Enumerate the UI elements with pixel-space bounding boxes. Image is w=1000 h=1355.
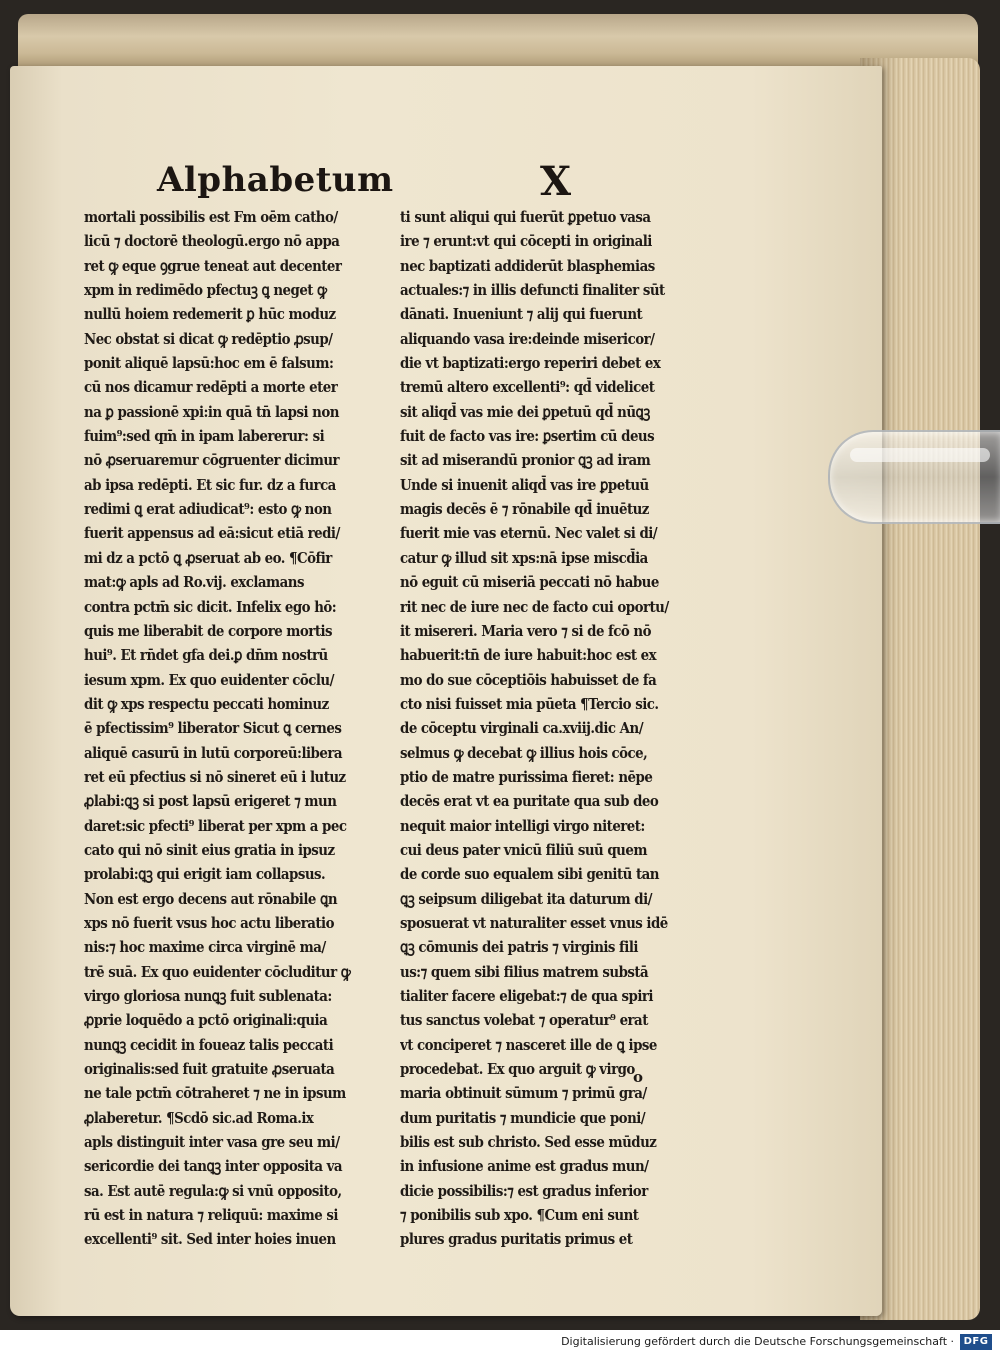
text-line: plures gradus puritatis primus et: [400, 1230, 633, 1249]
text-line: ab ipsa redēpti. Et sic fur. dz a furca: [84, 475, 336, 494]
text-line: xps nō fuerit vsus hoc actu liberatio: [84, 913, 334, 932]
text-line: nullū hoiem redemerit ꝑ hūc moduz: [84, 305, 336, 324]
text-line: fuerit mie vas eternū. Nec valet si di/: [400, 524, 658, 543]
text-line: nis:⁊ hoc maxime circa virginē ma/: [84, 938, 326, 957]
text-line: ret eū pfectius si nō sineret eū i lutuz: [84, 767, 346, 786]
text-line: fuerit appensus ad eā:sicut etiā redi/: [84, 524, 340, 543]
text-line: sit aliqd̄ vas mie dei ꝑpetuū qd̄ nūꝗꝫ: [400, 402, 650, 421]
text-line: tus sanctus volebat ⁊ operatur⁹ erat: [400, 1011, 648, 1030]
left-text-column: [84, 205, 384, 1252]
text-line: cū nos dicamur redēpti a morte eter: [84, 378, 338, 397]
glass-page-weight: [828, 430, 1000, 524]
text-line: rū est in natura ⁊ reliquū: maxime si: [84, 1206, 338, 1225]
text-line: mo do sue cōceptiōis habuisset de fa: [400, 670, 657, 689]
text-line: cato qui nō sinit eius gratia in ipsuz: [84, 840, 335, 859]
text-line: tremū altero excellenti⁹: qd̄ videlicet: [400, 378, 655, 397]
text-line: xpm in redimēdo pfectuꝫ ꝗ neget ꝙ: [84, 281, 327, 300]
text-line: habuerit:tn̄ de iure habuit:hoc est ex: [400, 646, 657, 665]
text-line: sposuerat vt naturaliter esset vnus idē: [400, 913, 668, 932]
text-line: in infusione anime est gradus mun/: [400, 1157, 649, 1176]
running-title: Alphabetum: [157, 160, 394, 200]
text-line: bilis est sub christo. Sed esse mūduz: [400, 1133, 657, 1152]
text-line: vt conciperet ⁊ nasceret ille de ꝗ ipse: [400, 1035, 657, 1054]
text-line: hui⁹. Et rn̄det gfa dei.ꝑ dn̄m nostrū: [84, 646, 328, 665]
text-line: Non est ergo decens aut rōnabile ꝗn: [84, 889, 338, 908]
signature-mark: o: [633, 1068, 644, 1086]
right-text-column: [400, 205, 700, 1252]
text-line: dum puritatis ⁊ mundicie que poni/: [400, 1108, 646, 1127]
text-line: ponit aliquē lapsū:hoc em ē falsum:: [84, 354, 334, 373]
text-line: prolabi:ꝗꝫ qui erigit iam collapsus.: [84, 865, 326, 884]
text-line: nō eguit cū miseriā peccati nō habue: [400, 573, 659, 592]
text-line: die vt baptizati:ergo reperiri debet ex: [400, 354, 661, 373]
text-line: quis me liberabit de corpore mortis: [84, 621, 333, 640]
section-letter: X: [540, 158, 572, 205]
text-line: catur ꝙ illud sit xps:nā ipse miscd̄ia: [400, 548, 648, 567]
text-line: na ꝑ passionē xpi:in quā tn̄ lapsi non: [84, 402, 339, 421]
text-line: licū ⁊ doctorē theologū.ergo nō appa: [84, 232, 340, 251]
text-line: virgo gloriosa nunꝗꝫ fuit sublenata:: [84, 987, 332, 1005]
text-line: nunꝗꝫ cecidit in foueaz talis peccati: [84, 1035, 334, 1054]
text-line: ꝗꝫ seipsum diligebat ita daturum di/: [400, 889, 653, 908]
text-line: contra pctm̄ sic dicit. Infelix ego hō:: [84, 597, 337, 616]
text-line: de corde suo equalem sibi genitū tan: [400, 865, 659, 884]
text-line: nō ꝓseruaremur cōgruenter dicimur: [84, 451, 340, 470]
text-line: it misereri. Maria vero ⁊ si de fcō nō: [400, 621, 651, 640]
text-line: excellenti⁹ sit. Sed inter hoies inuen: [84, 1230, 336, 1249]
dfg-logo-icon: DFG: [960, 1334, 992, 1350]
text-line: decēs erat vt ea puritate qua sub deo: [400, 792, 659, 811]
text-line: cui deus pater vnicū filiū suū quem: [400, 840, 647, 859]
text-line: ꝓlaberetur. ¶Scdō sic.ad Roma.ix: [84, 1108, 314, 1127]
text-line: sa. Est autē regula:ꝙ si vnū opposito,: [84, 1181, 342, 1200]
text-line: ne tale pctm̄ cōtraheret ⁊ ne in ipsum: [84, 1084, 346, 1103]
text-line: cto nisi fuisset mia pūeta ¶Tercio sic.: [400, 694, 659, 713]
text-line: trē suā. Ex quo euidenter cōcluditur ꝙ: [84, 962, 351, 981]
text-line: nec baptizati addiderūt blasphemias: [400, 256, 655, 275]
text-line: ret ꝙ eque ꝯgrue teneat aut decenter: [84, 256, 342, 275]
text-line: ꝓlabi:ꝗꝫ si post lapsū erigeret ⁊ mun: [84, 792, 337, 811]
text-line: de cōceptu virginali ca.xviij.dic An/: [400, 719, 644, 738]
text-line: dānati. Inueniunt ⁊ alij qui fuerunt: [400, 305, 643, 324]
text-line: actuales:⁊ in illis defuncti finaliter sūt: [400, 281, 665, 300]
text-line: procedebat. Ex quo arguit ꝙ virgo: [400, 1060, 635, 1079]
book-top-edge: [18, 14, 978, 70]
text-line: ⁊ ponibilis sub xpo. ¶Cum eni sunt: [400, 1206, 639, 1225]
text-line: us:⁊ quem sibi filius matrem substā: [400, 962, 649, 981]
text-line: fuit de facto vas ire: ꝑsertim cū deus: [400, 427, 655, 446]
text-line: dicie possibilis:⁊ est gradus inferior: [400, 1181, 648, 1200]
text-line: maria obtinuit sūmum ⁊ primū gra/: [400, 1084, 647, 1103]
text-line: Unde si inuenit aliqd̄ vas ire ꝑpetuū: [400, 475, 649, 494]
text-line: ꝓprie loquēdo a pctō originali:quia: [84, 1011, 328, 1030]
footer-credit: Digitalisierung gefördert durch die Deutsche Forschungsgemeinschaft ·: [561, 1335, 954, 1348]
text-line: ptio de matre purissima fieret: nēpe: [400, 767, 653, 786]
text-line: ꝗꝫ cōmunis dei patris ⁊ virginis fili: [400, 938, 638, 957]
text-line: ē pfectissim⁹ liberator Sicut ꝗ cernes: [84, 719, 342, 738]
footer-bar: [0, 1330, 1000, 1355]
text-line: aliquando vasa ire:deinde misericor/: [400, 329, 655, 348]
text-line: originalis:sed fuit gratuite ꝓseruata: [84, 1060, 335, 1079]
text-line: dit ꝙ xps respectu peccati hominuz: [84, 694, 329, 713]
text-line: aliquē casurū in lutū corporeū:libera: [84, 743, 342, 762]
text-line: ire ⁊ erunt:vt qui cōcepti in originali: [400, 232, 652, 251]
text-line: mat:ꝙ apls ad Ro.vij. exclamans: [84, 573, 304, 592]
text-line: rit nec de iure nec de facto cui oportu/: [400, 597, 669, 616]
text-line: Nec obstat si dicat ꝙ redēptio ꝓsup/: [84, 329, 333, 348]
text-line: apls distinguit inter vasa gre seu mi/: [84, 1133, 340, 1152]
text-line: iesum xpm. Ex quo euidenter cōclu/: [84, 670, 334, 689]
text-line: ti sunt aliqui qui fuerūt ꝑpetuo vasa: [400, 208, 651, 226]
text-line: sericordie dei tanꝗꝫ inter opposita va: [84, 1157, 343, 1176]
text-line: magis decēs ē ⁊ rōnabile qd̄ inuētuz: [400, 500, 649, 519]
text-line: mi dz a pctō ꝗ ꝓseruat ab eo. ¶Cōfir: [84, 548, 332, 567]
text-line: sit ad miserandū pronior ꝗꝫ ad iram: [400, 451, 651, 470]
text-line: daret:sic pfecti⁹ liberat per xpm a pec: [84, 816, 347, 835]
text-line: redimi ꝗ erat adiudicat⁹: esto ꝙ non: [84, 500, 332, 519]
text-line: mortali possibilis est Fm oēm catho/: [84, 208, 338, 226]
text-line: nequit maior intelligi virgo niteret:: [400, 816, 645, 835]
text-line: selmus ꝙ decebat ꝙ illius hois cōce,: [400, 743, 648, 762]
text-line: fuim⁹:sed qm̄ in ipam labererur: si: [84, 427, 325, 446]
text-line: tialiter facere eligebat:⁊ de qua spiri: [400, 987, 653, 1005]
